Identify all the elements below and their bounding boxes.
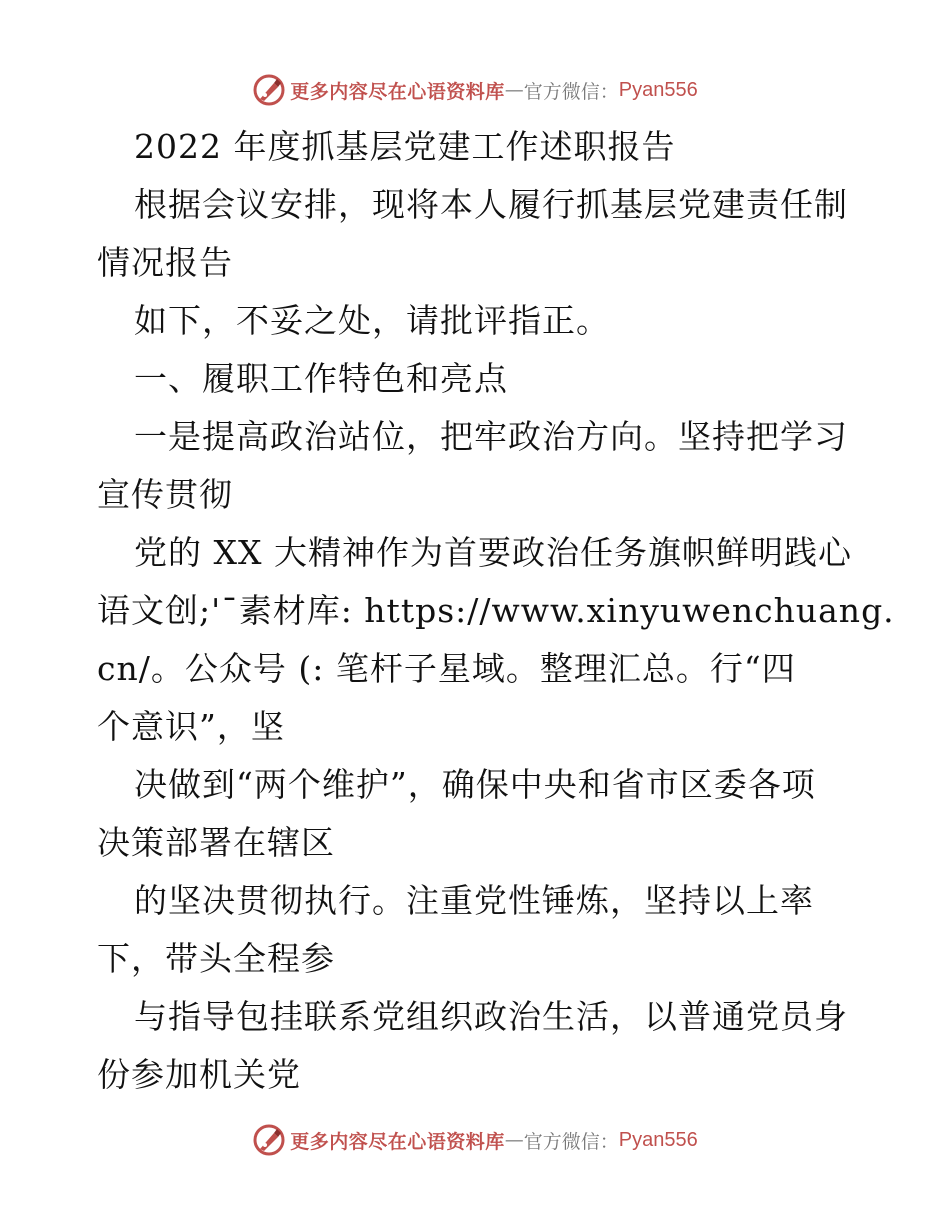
watermark-wechat-label: 官方微信：: [523, 1130, 619, 1153]
watermark-wechat-id: Pyan556: [618, 1128, 698, 1151]
paragraph-line: 一是提高政治站位，把牢政治方向。坚持把学习: [134, 417, 848, 456]
paragraph-line: cn/。公众号 (: 笔杆子星域。整理汇总。行“四: [97, 649, 796, 688]
paragraph-line: 下，带头全程参: [97, 939, 335, 978]
paragraph-line: 如下，不妥之处，请批评指正。: [134, 301, 610, 340]
pen-logo-icon: [252, 1123, 286, 1157]
watermark-wechat-label: 官方微信：: [523, 80, 619, 103]
paragraph-line: 情况报告: [97, 243, 233, 282]
document-title: 2022 年度抓基层党建工作述职报告: [134, 127, 676, 166]
paragraph-line: 决策部署在辖区: [97, 823, 335, 862]
paragraph-line: 与指导包挂联系党组织政治生活，以普通党员身: [134, 997, 848, 1036]
paragraph-line: 份参加机关党: [97, 1055, 301, 1094]
paragraph-line: 个意识”，坚: [97, 707, 285, 746]
watermark-site-text: 更多内容尽在心语资料库: [290, 1130, 505, 1153]
section-heading: 一、履职工作特色和亮点: [134, 359, 508, 398]
paragraph-line: 宣传贯彻: [97, 475, 233, 514]
paragraph-line: 语文创;'¯素材库: https://www.xinyuwenchuang.: [97, 591, 895, 630]
pen-logo-icon: [252, 73, 286, 107]
paragraph-line: 根据会议安排，现将本人履行抓基层党建责任制: [134, 185, 848, 224]
paragraph-line: 党的 XX 大精神作为首要政治任务旗帜鲜明践心: [134, 533, 852, 572]
watermark-dash: —: [504, 79, 524, 101]
watermark-wechat-id: Pyan556: [618, 78, 698, 101]
paragraph-line: 决做到“两个维护”，确保中央和省市区委各项: [134, 765, 816, 804]
footer-watermark: [0, 1120, 950, 1160]
watermark-site-text: 更多内容尽在心语资料库: [290, 80, 505, 103]
watermark-dash: —: [504, 1129, 524, 1151]
paragraph-line: 的坚决贯彻执行。注重党性锤炼，坚持以上率: [134, 881, 814, 920]
header-watermark: [0, 70, 950, 110]
